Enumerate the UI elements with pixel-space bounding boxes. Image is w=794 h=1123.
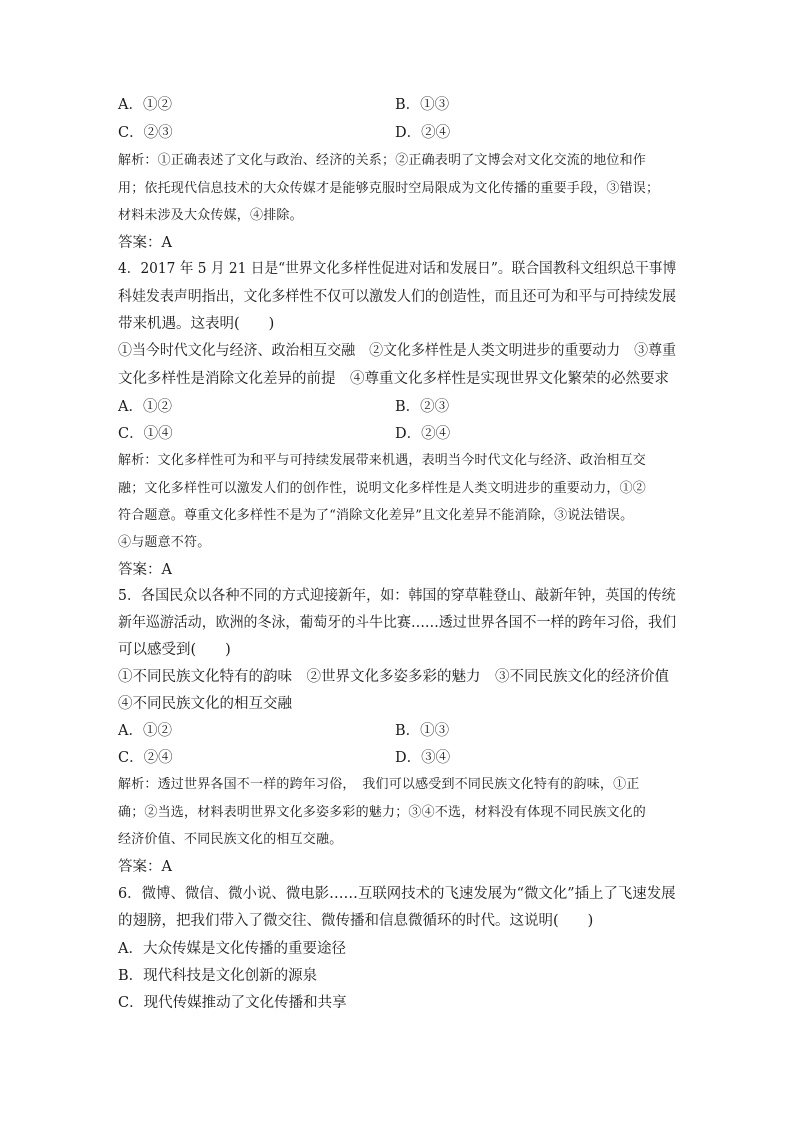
q5-explanation-line: 解析：透过世界各国不一样的跨年习俗， 我们可以感受到不同民族文化特有的韵味，①正 [118,777,640,792]
q4-answer: 答案：A [118,562,172,578]
q5-stem-line: 新年巡游活动，欧洲的冬泳，葡萄牙的斗牛比赛……透过世界各国不一样的跨年习俗，我们 [118,615,677,631]
q6-option-b: B．现代科技是文化创新的源泉 [118,968,318,984]
q5-answer: 答案：A [118,859,172,875]
q5-stem-line: 可以感受到( ) [118,642,231,658]
q6-stem-line: 6．微博、微信、微小说、微电影……互联网技术的飞速发展为“微文化”插上了飞速发展 [118,886,676,902]
q3-option-a: A．①② [118,97,172,113]
q6-option-c: C．现代传媒推动了文化传播和共享 [118,995,347,1011]
q4-option-c: C．①④ [118,426,173,442]
q4-stem-line: 带来机遇。这表明( ) [118,316,275,332]
q4-explanation-line: ④与题意不符。 [118,535,211,550]
q3-explanation-line: 材料未涉及大众传媒，④排除。 [118,208,303,223]
q3-answer: 答案：A [118,235,172,251]
q5-option-d: D．③④ [395,750,451,766]
q4-statements-line: 文化多样性是消除文化差异的前提 ④尊重文化多样性是实现世界文化繁荣的必然要求 [118,371,669,387]
q5-option-c: C．②④ [118,750,173,766]
q3-explanation-line: 解析：①正确表述了文化与政治、经济的关系；②正确表明了文博会对文化交流的地位和作 [118,153,647,168]
q5-option-a: A．①② [118,723,172,739]
q4-explanation-line: 符合题意。尊重文化多样性不是为了“消除文化差异”且文化差异不能消除，③说法错误。 [118,508,634,523]
q5-explanation-line: 确；②当选，材料表明世界文化多姿多彩的魅力；③④不选，材料没有体现不同民族文化的 [118,805,647,820]
q5-option-b: B．①③ [395,723,450,739]
q5-explanation-line: 经济价值、不同民族文化的相互交融。 [118,832,343,847]
q3-option-c: C．②③ [118,125,173,141]
q4-stem-line: 科娃发表声明指出，文化多样性不仅可以激发人们的创造性，而且还可为和平与可持续发展 [118,289,677,305]
q4-statements-line: ①当今时代文化与经济、政治相互交融 ②文化多样性是人类文明进步的重要动力 ③尊重 [118,343,677,359]
q4-explanation-line: 融；文化多样性可以激发人们的创作性，说明文化多样性是人类文明进步的重要动力，①② [118,481,647,496]
q4-option-d: D．②④ [395,426,451,442]
q3-explanation-line: 用；依托现代信息技术的大众传媒才是能够克服时空局限成为文化传播的重要手段，③错误； [118,181,660,196]
q3-option-b: B．①③ [395,97,450,113]
q5-statements-line: ①不同民族文化特有的韵味 ②世界文化多姿多彩的魅力 ③不同民族文化的经济价值 [118,669,669,685]
q6-stem-line: 的翅膀，把我们带入了微交往、微传播和信息微循环的时代。这说明( ) [118,913,594,929]
q4-stem-line: 4．2017 年 5 月 21 日是“世界文化多样性促进对话和发展日”。联合国教科文组织总干事博 [118,261,677,277]
q5-statements-line: ④不同民族文化的相互交融 [118,696,292,712]
q3-option-d: D．②④ [395,125,451,141]
q4-explanation-line: 解析：文化多样性可为和平与可持续发展带来机遇，表明当今时代文化与经济、政治相互交 [118,453,647,468]
q5-stem-line: 5．各国民众以各种不同的方式迎接新年，如：韩国的穿草鞋登山、敲新年钟，英国的传统 [118,588,676,604]
q6-option-a: A．大众传媒是文化传播的重要途径 [118,941,346,957]
q4-option-a: A．①② [118,399,172,415]
q4-option-b: B．②③ [395,399,450,415]
